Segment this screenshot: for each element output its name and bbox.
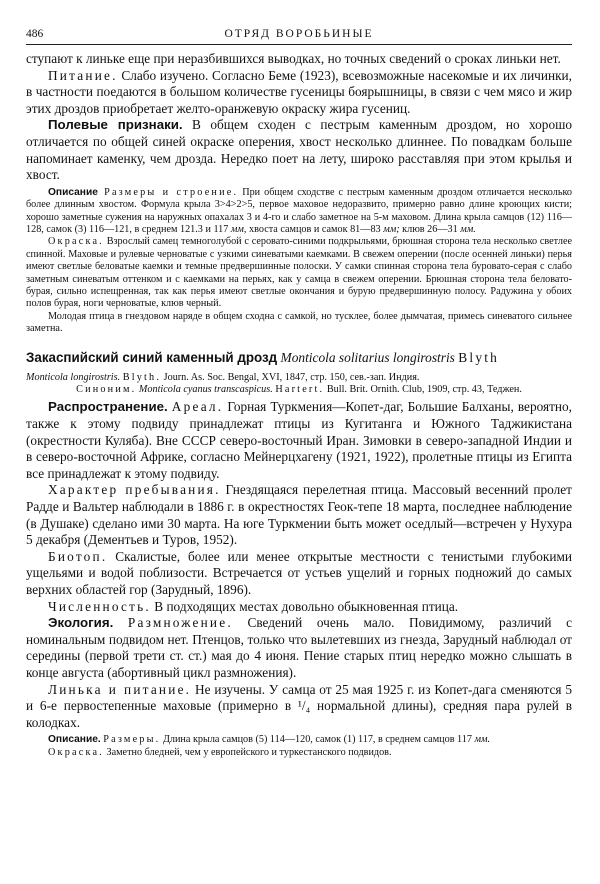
intro-paragraph: ступают к линьке еще при неразбившихся выводках, но точных сведений о сроках линьки нет. <box>26 51 561 66</box>
footer-color: Окраска. Заметно бледней, чем у европейского и туркестанского подвидов. <box>48 746 392 758</box>
page-number: 486 <box>26 28 44 40</box>
page <box>26 28 572 759</box>
synonym-original: Monticola longirostris. Blyth. Journ. As. Soc. Bengal, XVI, 1847, стр. 150, сев.-зап. Индия. <box>26 371 420 383</box>
biotope-paragraph: Биотоп. Скалистые, более или менее открытые местности с тенистыми глубокими ущельями и водой поблизости. Встречается от устьев ущелий и горных подножий до самых верхних областей гор (Зарудный, 1896). <box>26 548 572 597</box>
range-paragraph: Распространение. Ареал. Горная Туркмения—Копет-даг, Большие Балханы, вероятно, также к этому подвиду принадлежат птицы из Кугитанга и Южного Таджикистана (окрестности Куляба). Вне СССР северо-восточный Иран. Зимовки в северо-западной Индии и в северо-восточной Африке, согласно Мейнерцхагену (1921, 1922), пролетные птицы из Египта все принадлежат к этому подвиду. <box>26 399 572 481</box>
abundance-paragraph: Численность. В подходящих местах довольно обыкновенная птица. <box>48 598 459 614</box>
synonym-list: Синоним. Monticola cyanus transcaspicus. Hartert. Bull. Brit. Ornith. Club, 1909, стр. 43, Теджен. <box>76 384 522 396</box>
running-head: ОТРЯД ВОРОБЬИНЫЕ <box>224 28 374 40</box>
feeding-paragraph: Питание. Слабо изучено. Согласно Беме (1923), всевозможные насекомые и их личинки, в частности поедаются в большом количестве гусеницы боярышницы, в связи с чем мясо и жир этих дроздов приобретает желто-оранжевую окраску жира гусениц. <box>26 67 572 116</box>
stay-paragraph: Характер пребывания. Гнездящаяся перелетная птица. Массовый весенний пролет Радде и Вальтер наблюдали в 1886 г. в окрестностях Геок-тепе 18 марта, последнее наблюдение (в Душаке) сделано ими 30 марта. На юге Туркмении быть может оседлый—встречен у Нухура 5 декабря (Дементьев и Туров, 1952). <box>26 482 572 548</box>
footer-sizes: Описание. Размеры. Длина крыла самцов (5) 114—120, самок (1) 117, в среднем самцов 117 мм. <box>48 734 491 746</box>
description-sizes: Описание Размеры и строение. При общем сходстве с пестрым каменным дроздом отличается несколько более длинным хвостом. Формула крыла 3>4>2>5, первое маховое недоразвито, примерно равно длине кроющих кисти; хорошо заметные сужения на наружных опахалах 3 и 4-го и слабо заметное на 5-м маховом. Длина крыла самцов (12) 116—128, самок (3) 116—121, в среднем 121.3 и 117 мм, хвоста самцов и самок 81—83 мм; клюв 26—31 мм. <box>26 186 572 235</box>
section-title: Закаспийский синий каменный дрозд Monticola solitarius longirostris Blyth <box>26 349 500 365</box>
molt-paragraph: Линька и питание. Не изучены. У самца от 25 мая 1925 г. из Копет-дага сменяются 5 и 6-е первостепенные маховые (примерно в ¹/₄ нормальной длины), средняя пара рулей в колодках. <box>26 681 572 730</box>
description-color: Окраска. Взрослый самец темноголубой с серовато-синими подкрыльями, брюшная сторона тела несколько светлее спинной. Маховые и рулевые черноватые с узкими синеватыми каемками. В свежем оперении (после осенней линьки) перья имеют светлые беловатые каемки и темные предвершинные полоски. У самки спинная сторона тела буровато-серая с слабо заметным синеватым оттенком и с каемками на перьях, как у самца в свежем оперении. Брюшная сторона тела беловато-бурая, сильно испещренная, так как перья имеют светлые окончания и бурую предвершинную полосу. Радужина у обоих полов бурая, ноги черноватые, клюв черный. <box>26 236 572 310</box>
description-young: Молодая птица в гнездовом наряде в общем сходна с самкой, но тусклее, более дымчатая, примесь синеватого сильнее заметна. <box>26 310 572 335</box>
field-marks-paragraph: Полевые признаки. В общем сходен с пестрым каменным дроздом, но хорошо отличается по общей синей окраске оперения, хвост несколько длиннее. По повадкам больше напоминает каменку, чем дрозда. Нередко поет на лету, широко расставляя при этом крылья и хвост. <box>26 117 572 183</box>
ecology-paragraph: Экология. Размножение. Сведений очень мало. Повидимому, различий с номинальным подвидом нет. Птенцов, только что вылетевших из гнезда, Зарудный наблюдал от середины (первой трети ст. ст.) мая до 4 июня. Пение старых птиц нередко можно слышать в конце августа (абортивный цикл размножения). <box>26 615 573 680</box>
page-header <box>26 28 572 45</box>
